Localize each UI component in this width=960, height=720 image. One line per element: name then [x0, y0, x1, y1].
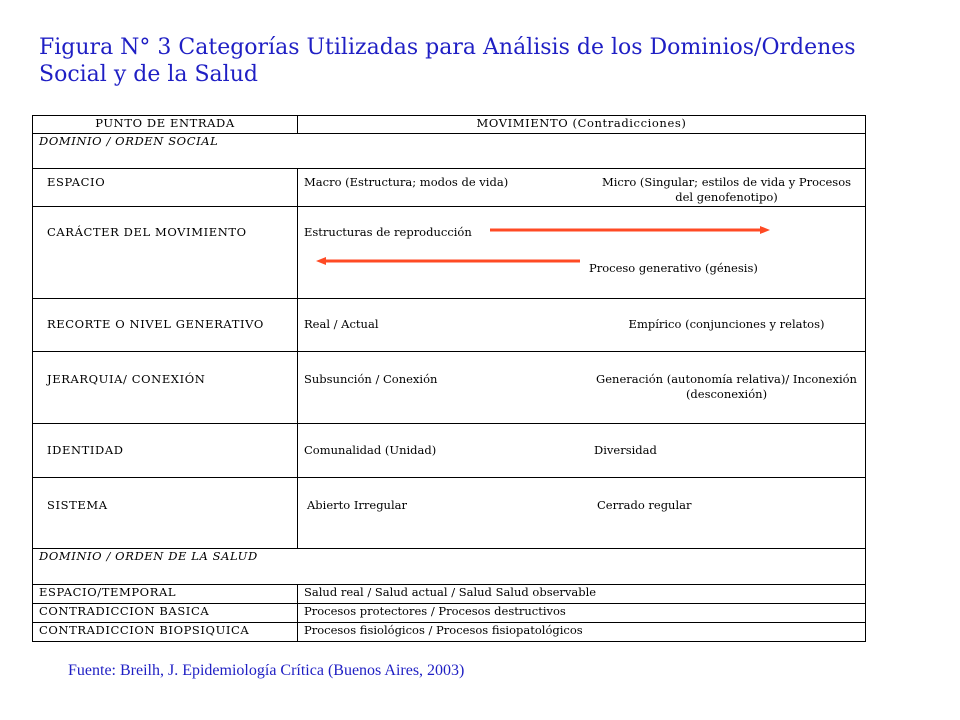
- table-row: [33, 352, 866, 424]
- row-value-espacio-temporal: Salud real / Salud actual / Salud Salud observable: [298, 585, 866, 604]
- value-micro: Micro (Singular; estilos de vida y Procesos del genofenotipo): [601, 175, 852, 204]
- row-value-jerarquia: [298, 352, 866, 424]
- table-header-row: [33, 116, 866, 134]
- header-punto-de-entrada: PUNTO DE ENTRADA: [33, 116, 298, 134]
- row-label-sistema: SISTEMA: [33, 478, 298, 549]
- movement-arrows: [298, 207, 858, 297]
- row-label-espacio-temporal: ESPACIO/TEMPORAL: [33, 585, 298, 604]
- section-dominio-social: DOMINIO / ORDEN SOCIAL: [33, 134, 866, 169]
- table-row: [33, 604, 866, 623]
- row-label-identidad: IDENTIDAD: [33, 424, 298, 478]
- header-movimiento: MOVIMIENTO (Contradicciones): [298, 116, 866, 134]
- figure-title: Figura N° 3 Categorías Utilizadas para Análisis de los Dominios/Ordenes Social y de la Salud: [39, 35, 856, 87]
- row-value-espacio: [298, 169, 866, 207]
- table-row: [33, 207, 866, 299]
- value-proceso-generativo: Proceso generativo (génesis): [589, 261, 758, 275]
- section-row-health: [33, 549, 866, 585]
- source-citation: Fuente: Breilh, J. Epidemiología Crítica (Buenos Aires, 2003): [68, 662, 465, 679]
- table-row: [33, 478, 866, 549]
- value-cerrado: Cerrado regular: [597, 498, 692, 512]
- table-row: [33, 585, 866, 604]
- row-label-caracter: CARÁCTER DEL MOVIMIENTO: [33, 207, 298, 299]
- row-label-contradiccion-biopsiquica: CONTRADICCION BIOPSIQUICA: [33, 623, 298, 642]
- row-label-contradiccion-basica: CONTRADICCION BASICA: [33, 604, 298, 623]
- row-value-sistema: [298, 478, 866, 549]
- section-row-social: [33, 134, 866, 169]
- value-macro: Macro (Estructura; modos de vida): [304, 175, 509, 189]
- value-abierto: Abierto Irregular: [307, 498, 407, 512]
- row-value-contradiccion-biopsiquica: Procesos fisiológicos / Procesos fisiopatológicos: [298, 623, 866, 642]
- value-empirico: Empírico (conjunciones y relatos): [628, 317, 825, 331]
- row-label-espacio: ESPACIO: [33, 169, 298, 207]
- row-value-identidad: [298, 424, 866, 478]
- value-real-actual: Real / Actual: [304, 317, 379, 331]
- value-generacion: Generación (autonomía relativa)/ Inconexión (desconexión): [596, 372, 857, 401]
- row-value-contradiccion-basica: Procesos protectores / Procesos destructivos: [298, 604, 866, 623]
- row-value-recorte: [298, 299, 866, 352]
- arrow-left-icon: [316, 257, 580, 265]
- table-row: [33, 169, 866, 207]
- value-subsuncion: Subsunción / Conexión: [304, 372, 438, 386]
- value-diversidad: Diversidad: [594, 443, 657, 457]
- value-estructuras: Estructuras de reproducción: [304, 225, 472, 239]
- value-comunalidad: Comunalidad (Unidad): [304, 443, 437, 457]
- arrow-right-icon: [490, 226, 770, 234]
- row-value-caracter: [298, 207, 866, 299]
- table-row: [33, 623, 866, 642]
- categories-table: [32, 115, 866, 642]
- table-row: [33, 424, 866, 478]
- row-label-recorte: RECORTE O NIVEL GENERATIVO: [33, 299, 298, 352]
- section-dominio-salud: DOMINIO / ORDEN DE LA SALUD: [33, 549, 866, 585]
- row-label-jerarquia: JERARQUIA/ CONEXIÓN: [33, 352, 298, 424]
- table-row: [33, 299, 866, 352]
